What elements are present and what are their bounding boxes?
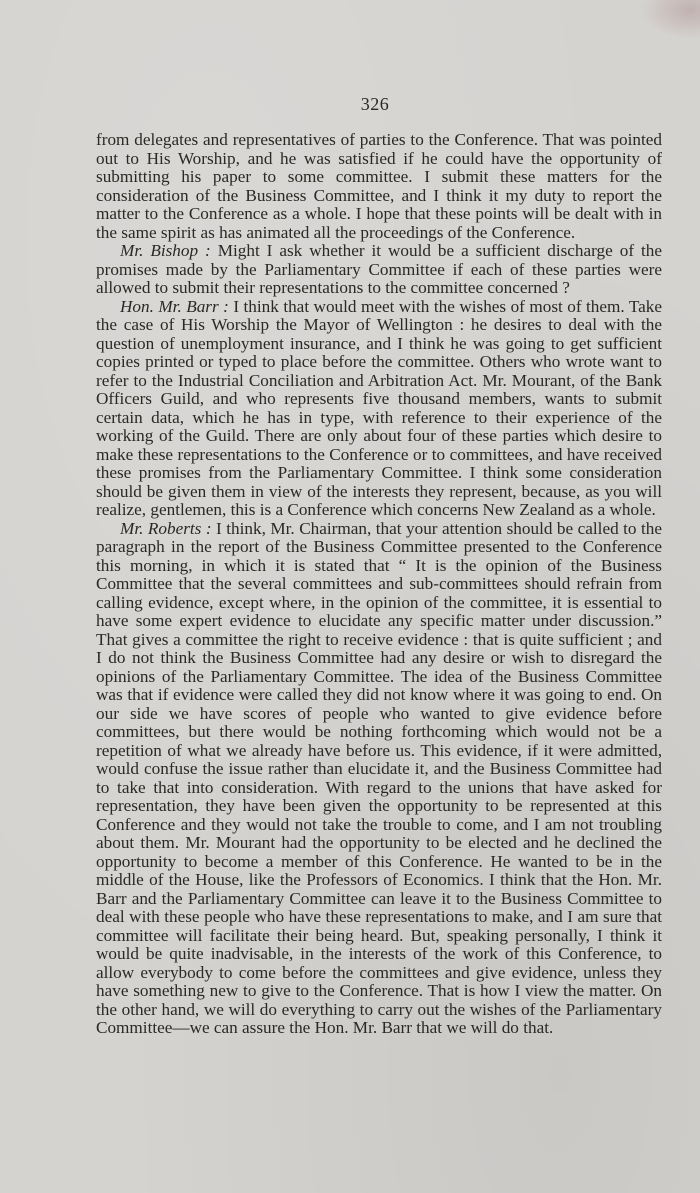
paragraph-mr-bishop <box>96 242 662 298</box>
paragraph-text: I think that would meet with the wishes of most of them. Take the case of His Worship the Mayor of Wellington : he desires to deal with the question of unemployment insurance, and I think he was going to get sufficient copies printed or typed to place before the committee. Others who wrote want to refer to the Industrial Conciliation and Arbitration Act. Mr. Mourant, of the Bank Officers Guild, and who represents five thousand members, wants to submit certain data, which he has in type, with reference to their experience of the working of the Guild. There are only about four of these parties which desire to make these representations to the Conference or to committees, and have received these promises from the Parliamentary Committee. I think some consideration should be given them in view of the interests they represent, because, as you will realize, gentlemen, this is a Conference which concerns New Zealand as a whole. <box>96 296 662 519</box>
paragraph-mr-roberts <box>96 520 662 1038</box>
paragraph-text: I think, Mr. Chairman, that your attention should be called to the paragraph in the report of the Business Committee presented to the Conference this morning, in which it is stated that “ It is the opinion of the Business Committee that the several committees and sub-committees should refrain from calling evidence, except where, in the opinion of the committee, it is essential to have some expert evidence to elucidate any specific matter under discussion.” That gives a committee the right to receive evidence : that is quite sufficient ; and I do not think the Business Committee had any desire or wish to disregard the opinions of the Parliamentary Committee. The idea of the Business Committee was that if evidence were called they did not know where it was going to end. On our side we have scores of people who wanted to give evidence before committees, but there would be nothing forthcoming which would not be a repetition of what we already have before us. This evidence, if it were admitted, would confuse the issue rather than elucidate it, and the Business Committee had to take that into consideration. With regard to the unions that have asked for representation, they have been given the opportunity to be represented at this Conference and they would not take the trouble to come, and I am not troubling about them. Mr. Mourant had the opportunity to be elected and he declined the opportunity to become a member of this Conference. He wanted to be in the middle of the House, like the Professors of Economics. I think that the Hon. Mr. Barr and the Parliamentary Committee can leave it to the Business Committee to deal with these people who have these representations to make, and I am sure that committee will facilitate their being heard. But, speaking personally, I think it would be quite inadvisable, in the interests of the work of this Conference, to allow everybody to come before the committees and give evidence, unless they have something new to give to the Conference. That is how I view the matter. On the other hand, we will do everything to carry out the wishes of the Parliamentary Committee—we can assure the Hon. Mr. Barr that we will do that. <box>96 518 663 1037</box>
speaker-name: Mr. Bishop : <box>120 241 211 260</box>
paper-stain <box>640 0 700 40</box>
paragraph-text: from delegates and representatives of parties to the Conference. That was pointed out to His Worship, and he was satisfied if he could have the opportunity of submitting his paper to some committee. I submit these matters for the consideration of the Business Committee, and I think it my duty to report the matter to the Conference as a whole. I hope that these points will be dealt with in the same spirit as has animated all the proceedings of the Conference. <box>96 130 662 242</box>
page-number: 326 <box>360 94 390 114</box>
speaker-name: Hon. Mr. Barr : <box>120 296 229 316</box>
body-text <box>96 131 662 1038</box>
paragraph-continuation <box>96 131 662 242</box>
paragraph-hon-mr-barr <box>96 298 662 520</box>
speaker-name: Mr. Roberts : <box>120 518 212 538</box>
paragraph-text: Might I ask whether it would be a sufficient discharge of the promises made by the Parliamentary Committee if each of these parties were allowed to submit their representations to the committee concerned ? <box>96 241 662 297</box>
